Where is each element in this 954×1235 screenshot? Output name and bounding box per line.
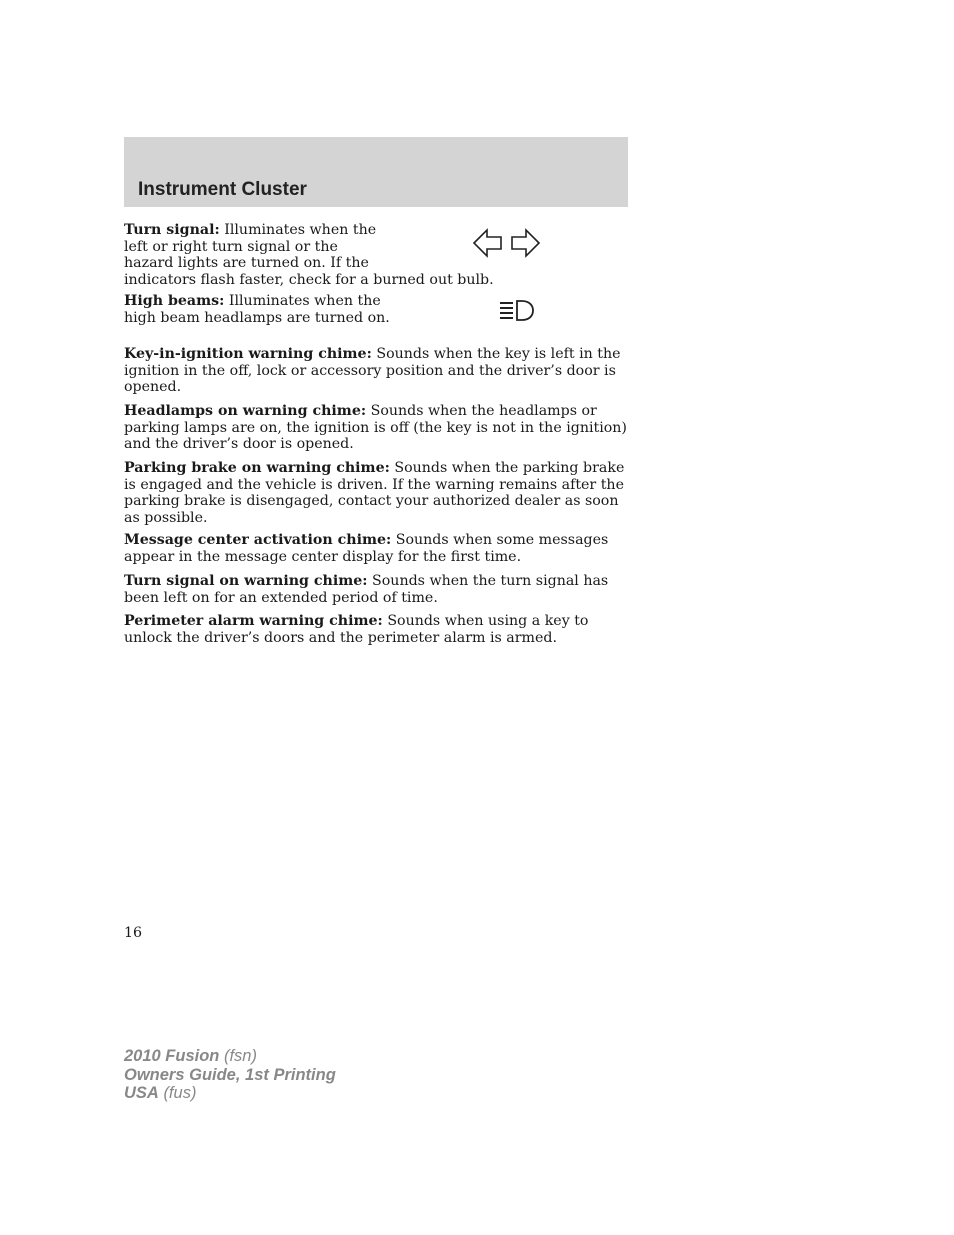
key-in-ignition-chime-entry <box>124 346 628 396</box>
entry-term: Perimeter alarm warning chime: <box>124 613 383 629</box>
entry-text: Illuminates when the <box>224 222 377 238</box>
entry-term: Turn signal: <box>124 222 220 238</box>
entry-text: Sounds when the turn signal has been left on for an extended period of time. <box>124 573 609 606</box>
entry-text: Sounds when the parking brake is engaged and the vehicle is driven. If the warning remains after the parking brake is disengaged, contact your authorized dealer as soon as possible. <box>124 460 625 526</box>
headlamps-on-chime-entry <box>124 403 628 453</box>
entry-text: Illuminates when the <box>228 293 381 309</box>
entry-term: Key-in-ignition warning chime: <box>124 346 372 362</box>
footer-line <box>124 1084 336 1103</box>
footer-model-code: (fsn) <box>223 1047 257 1065</box>
high-beams-entry <box>124 293 628 326</box>
footer-line <box>124 1066 336 1085</box>
footer-region: USA <box>124 1084 159 1102</box>
entry-term: Turn signal on warning chime: <box>124 573 368 589</box>
entry-text: Sounds when some messages appear in the message center display for the first time. <box>124 532 609 565</box>
entry-text: Sounds when the key is left in the ignition in the off, lock or accessory position and the driver’s door is opened. <box>124 346 621 396</box>
entry-text: hazard lights are turned on. If the <box>124 255 369 272</box>
section-title: Instrument Cluster <box>138 179 307 200</box>
page-number: 16 <box>124 925 143 941</box>
turn-signal-arrows-icon <box>472 228 542 260</box>
turn-signal-entry <box>124 222 628 288</box>
entry-text: high beam headlamps are turned on. <box>124 309 390 326</box>
entry-term: Parking brake on warning chime: <box>124 460 390 476</box>
perimeter-alarm-chime-entry <box>124 613 628 646</box>
entry-text: Sounds when the headlamps or parking lamps are on, the ignition is off (the key is not in the ignition) and the driver’s door is opened. <box>124 403 627 453</box>
document-footer <box>124 1047 336 1103</box>
footer-region-code: (fus) <box>163 1084 197 1102</box>
entry-term: Message center activation chime: <box>124 532 392 548</box>
entry-term: High beams: <box>124 293 225 309</box>
entry-term: Headlamps on warning chime: <box>124 403 367 419</box>
turn-signal-on-chime-entry <box>124 573 628 606</box>
parking-brake-chime-entry <box>124 460 628 526</box>
footer-line <box>124 1047 336 1066</box>
entry-text: left or right turn signal or the <box>124 238 338 255</box>
message-center-chime-entry <box>124 532 628 565</box>
footer-model: 2010 Fusion <box>124 1047 220 1065</box>
entry-text: Sounds when using a key to unlock the driver’s doors and the perimeter alarm is armed. <box>124 613 589 646</box>
high-beam-icon <box>498 299 536 323</box>
section-header-band <box>124 137 628 207</box>
footer-edition: Owners Guide, 1st Printing <box>124 1065 336 1084</box>
entry-text: indicators flash faster, check for a burned out bulb. <box>124 271 494 288</box>
